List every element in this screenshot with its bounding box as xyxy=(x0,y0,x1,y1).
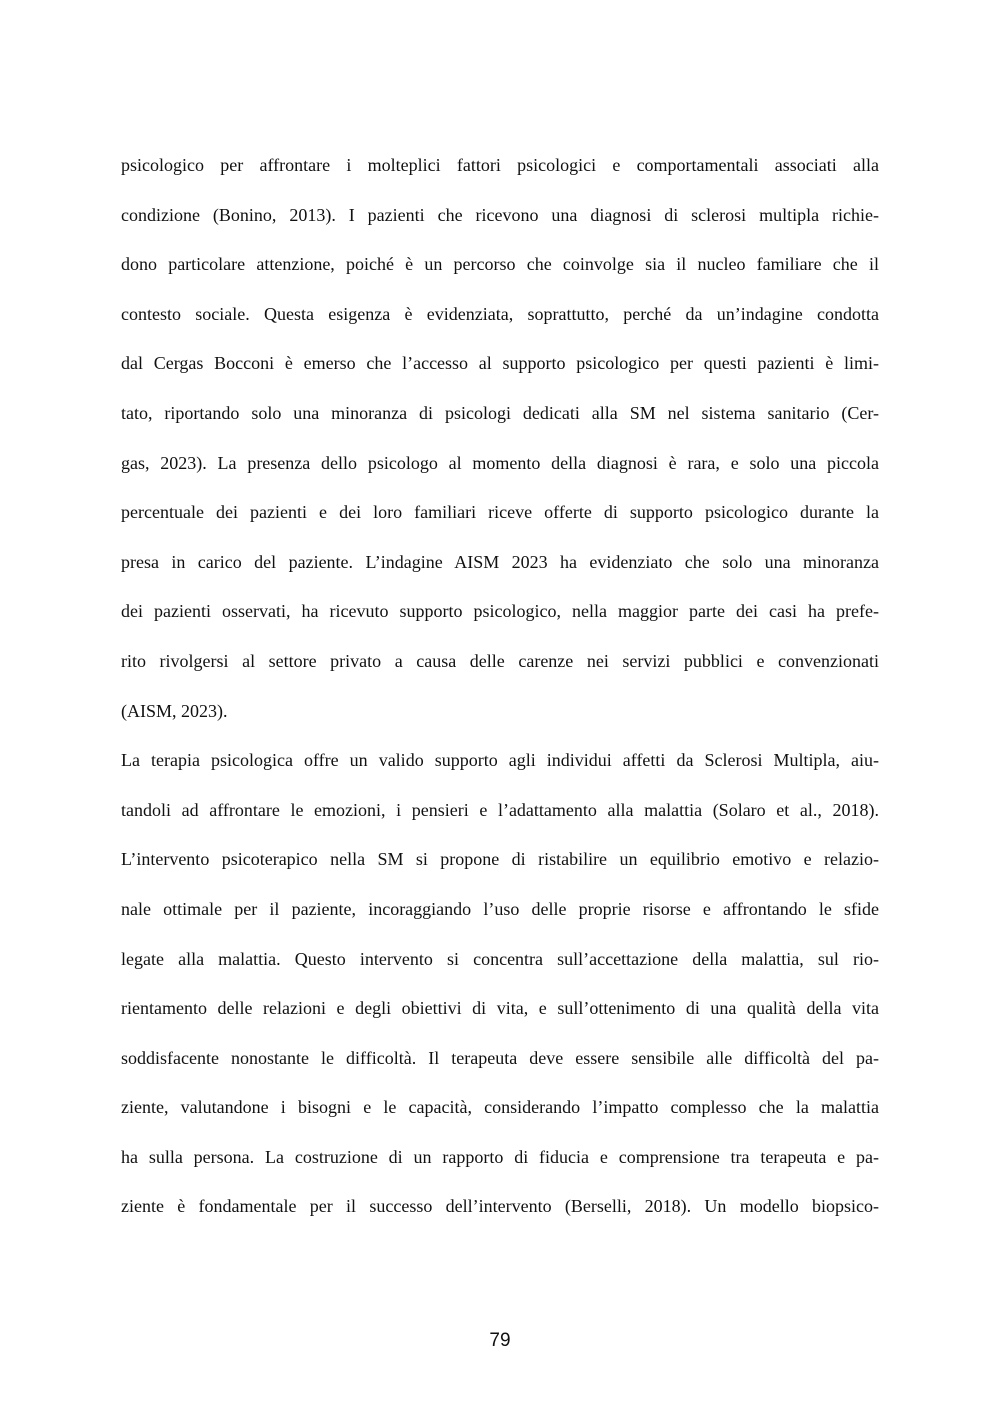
text-line: condizione (Bonino, 2013). I pazienti che ricevono una diagnosi di sclerosi multipla richie- xyxy=(121,204,879,225)
text-line: presa in carico del paziente. L’indagine AISM 2023 ha evidenziato che solo una minoranza xyxy=(121,551,879,572)
text-line: ziente è fondamentale per il successo dell’intervento (Berselli, 2018). Un modello biopsico- xyxy=(121,1196,879,1217)
text-line: L’intervento psicoterapico nella SM si propone di ristabilire un equilibrio emotivo e relazio- xyxy=(121,849,879,870)
text-line: gas, 2023). La presenza dello psicologo al momento della diagnosi è rara, e solo una piccola xyxy=(121,452,879,473)
page-number: 79 xyxy=(489,1330,511,1351)
text-line: nale ottimale per il paziente, incoraggiando l’uso delle proprie risorse e affrontando le sfide xyxy=(121,898,879,919)
text-line: percentuale dei pazienti e dei loro familiari riceve offerte di supporto psicologico durante la xyxy=(121,502,879,523)
body-text xyxy=(121,151,879,1242)
text-line: La terapia psicologica offre un valido supporto agli individui affetti da Sclerosi Multipla, aiu- xyxy=(121,750,879,771)
text-line: (AISM, 2023). xyxy=(121,700,228,721)
text-line: tato, riportando solo una minoranza di psicologi dedicati alla SM nel sistema sanitario (Cer- xyxy=(121,402,879,423)
text-line: dei pazienti osservati, ha ricevuto supporto psicologico, nella maggior parte dei casi ha prefe- xyxy=(121,601,879,622)
text-line: dono particolare attenzione, poiché è un percorso che coinvolge sia il nucleo familiare che il xyxy=(121,254,879,275)
text-line: psicologico per affrontare i molteplici fattori psicologici e comportamentali associati alla xyxy=(121,155,879,175)
text-line: ziente, valutandone i bisogni e le capacità, considerando l’impatto complesso che la malattia xyxy=(121,1097,879,1118)
text-line: soddisfacente nonostante le difficoltà. Il terapeuta deve essere sensibile alle difficoltà del pa- xyxy=(121,1047,879,1068)
text-line: dal Cergas Bocconi è emerso che l’accesso al supporto psicologico per questi pazienti è limi- xyxy=(121,353,879,374)
text-line: tandoli ad affrontare le emozioni, i pensieri e l’adattamento alla malattia (Solaro et al., 2018). xyxy=(121,799,879,820)
text-line: legate alla malattia. Questo intervento si concentra sull’accettazione della malattia, sul rio- xyxy=(121,948,879,969)
text-line: contesto sociale. Questa esigenza è evidenziata, soprattutto, perché da un’indagine condotta xyxy=(121,303,879,324)
text-line: rito rivolgersi al settore privato a causa delle carenze nei servizi pubblici e convenzionati xyxy=(121,650,879,671)
text-line: rientamento delle relazioni e degli obiettivi di vita, e sull’ottenimento di una qualità della vita xyxy=(121,998,879,1019)
text-line: ha sulla persona. La costruzione di un rapporto di fiducia e comprensione tra terapeuta e pa- xyxy=(121,1146,879,1167)
